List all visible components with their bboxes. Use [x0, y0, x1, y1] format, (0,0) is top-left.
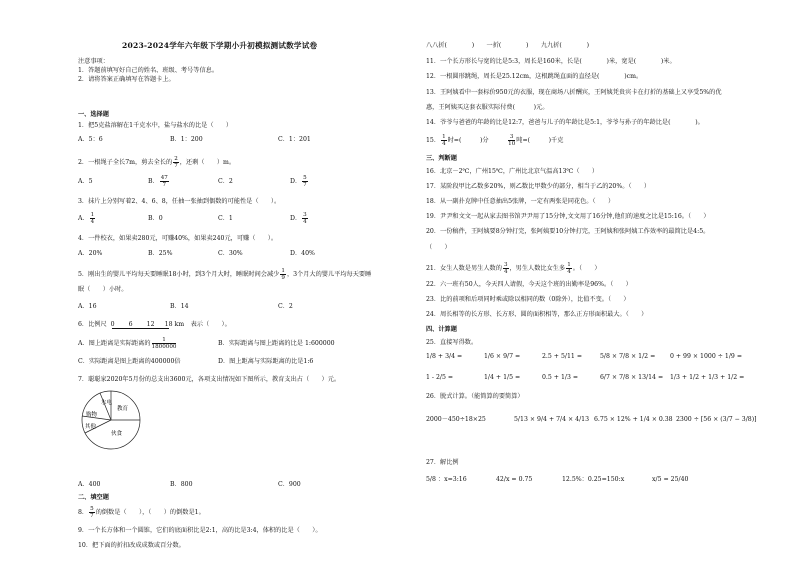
question-text: 。（ ）: [572, 265, 601, 272]
option: A．20%: [78, 250, 103, 257]
numerator: 3: [509, 134, 514, 140]
question-25: 25．直接写得数。: [426, 339, 478, 346]
option: C．2: [218, 178, 233, 185]
option: C．1：201: [278, 136, 311, 143]
calc-item: 1 - 2/5 =: [426, 374, 454, 381]
section-heading: 三、判断题: [426, 155, 457, 162]
numerator: 1: [152, 337, 177, 344]
calc-item: 42/x = 0.75: [496, 476, 533, 483]
fraction: [441, 134, 447, 147]
pie-chart: [80, 389, 142, 451]
numerator: 1: [90, 212, 95, 218]
scale-tick-label: 6: [128, 321, 133, 328]
option: C．2: [278, 303, 293, 310]
section-heading: 四、计算题: [426, 326, 457, 333]
pie-label: 伙食: [111, 431, 123, 437]
question-6: [78, 321, 231, 329]
fraction: [302, 212, 308, 225]
option: B．实际距离与图上距离的比是 1:600000: [218, 340, 335, 347]
scale-bar: [109, 321, 189, 329]
fraction: [302, 175, 308, 188]
numerator: 3: [303, 212, 307, 218]
denominator: 10: [508, 141, 516, 147]
pie-label: 购物: [86, 412, 98, 418]
question-text: 2．一根绳子全长7m，剪去全长的: [78, 159, 173, 166]
pie-chart-svg: [80, 389, 142, 451]
section-heading: 一、选择题: [78, 111, 109, 118]
question-8: [78, 506, 205, 519]
scale-tick-label: 18 km: [164, 321, 185, 328]
option: D．40%: [290, 250, 315, 257]
question-text: 6．比例尺: [78, 321, 107, 328]
denominator: 7: [303, 182, 307, 188]
question-12: 12．一根圆形跳绳，周长是25.12cm，这根跳绳直面的直径是( )cm。: [426, 73, 643, 80]
calc-item: 0 + 99 × 1000 ÷ 1/9 =: [670, 353, 743, 360]
question-23: 23．比的前项和后项同时乘或除以相同的数（0除外），比值不变。（ ）: [426, 296, 630, 303]
calc-item: 1/6 × 9/7 =: [484, 353, 521, 360]
denominator: 7: [174, 163, 178, 169]
numerator: 1: [281, 268, 285, 274]
numerator: 1: [567, 262, 571, 268]
question-20-cont: （ ）: [426, 244, 451, 251]
option: [78, 337, 177, 350]
calc-item: 2.5 + 5/11 =: [542, 353, 583, 360]
exam-title: 2023-2024学年六年级下学期小升初模拟测试数学试卷: [122, 41, 318, 50]
option: A．5：6: [78, 136, 103, 143]
calc-item: 5/8 ：x=3:16: [426, 476, 467, 483]
question-text: 表示（ ）。: [190, 321, 231, 328]
numerator: 1: [442, 134, 446, 140]
pie-label: 其他: [85, 424, 97, 430]
numerator: 5: [303, 175, 307, 181]
fraction: [152, 337, 177, 350]
calc-item: 2000－450÷18×25: [426, 416, 486, 423]
option: C．900: [278, 481, 301, 488]
question-5: [78, 268, 371, 281]
question-2: [78, 156, 235, 169]
scale-tick-label: 12: [146, 321, 155, 328]
fraction: [280, 268, 286, 281]
calc-item: x/5 = 25/40: [652, 476, 689, 483]
question-11: 11．一个长方形长与宽的比是5:3，周长是160米，长是( )米，宽是( )米。: [426, 58, 676, 65]
notice-item: 1．答题前填写好自己的姓名、班级、考号等信息。: [78, 67, 219, 74]
pie-label: 水电: [101, 400, 113, 406]
question-26: 26．脱式计算。（能简算的要简算）: [426, 393, 524, 400]
question-13: 13．王阿姨看中一套标价950元的衣服，现在商场八折酬宾，王阿姨凭贵宾卡在打折的基础上又享受5%的优: [426, 89, 722, 96]
calc-item: 6.75 × 12% + 1/4 × 0.38: [594, 416, 673, 423]
question-22: 22．六一班有50人，今天四人请假，今天这个班的出勤率是96%。（ ）: [426, 281, 632, 288]
question-text: 21．女生人数是男生人数的: [426, 265, 502, 272]
question-text: ，3个月大的婴儿平均每天要睡: [286, 271, 372, 278]
option: D．图上距离与实际距离的比是1:6: [218, 358, 314, 365]
question-13-cont: 惠，王阿姨买这套衣服实际付费( )元。: [426, 104, 549, 111]
option: C．1: [218, 215, 233, 222]
question-14: 14．爷爷与爸爸的年龄的比是12:7，爸爸与儿子的年龄比是5:1，爷爷与孙子的年龄比是( )。: [426, 119, 704, 126]
question-4: 4．一件校衣，如果卖280元，可赚40%，如果卖240元，可赚（ ）。: [78, 235, 278, 242]
calc-item: 0.5 + 1/3 =: [542, 374, 579, 381]
option: [148, 175, 170, 188]
question-9: 9．一个长方体和一个圆锥，它们的底面积比是2:1，高的比是3:4，体积的比是（ ）。: [78, 527, 322, 534]
denominator: 4: [567, 269, 571, 275]
option-label: A．图上距离是实际距离的: [78, 340, 151, 347]
question-text: 吨=( )千克: [516, 137, 564, 144]
question-27: 27．解比例: [426, 459, 459, 466]
scale-tick-label: 0: [110, 321, 115, 328]
option: C．实际距离是图上距离的400000倍: [78, 358, 181, 365]
section-heading: 二、填空题: [78, 494, 109, 501]
denominator: 4: [90, 219, 95, 225]
option: A．400: [78, 481, 101, 488]
option: A．5: [78, 178, 93, 185]
denominator: 9: [281, 275, 285, 281]
option: [290, 175, 309, 188]
denominator: 4: [503, 269, 508, 275]
question-20: 20．一份稿件，王阿姨要8分钟打完，张阿姨要10分钟打完，王阿姨和张阿姨工作效率的最简比是4:5。: [426, 228, 710, 235]
question-17: 17．某阶段甲比乙数多20%，则乙数比甲数少的部分，相当于乙的20%。（ ）: [426, 183, 651, 190]
fraction: [503, 262, 509, 275]
calc-item: 5/13 × 9/4 + 7/4 × 4/13: [514, 416, 590, 423]
question-text: 15．: [426, 137, 441, 144]
question-19: 19．尹尹和文文一起从家去图书馆尹尹用了15分钟,文文用了16分钟,他们的速度之比是15:16。（ ）: [426, 213, 710, 220]
question-10-cont: 八八折( ) 一折( ) 九九折( ): [426, 42, 589, 49]
denominator: 4: [303, 219, 307, 225]
question-10: 10．把下面的折扣改成成数或百分数。: [78, 542, 185, 549]
question-text: 时=( )分: [447, 137, 508, 144]
notice-heading: 注意事项：: [78, 58, 109, 65]
option: [78, 212, 96, 225]
fraction: [566, 262, 572, 275]
option-label: D．: [290, 178, 302, 185]
calc-item: 5/8 × 7/8 × 1/2 =: [600, 353, 656, 360]
option: B．0: [148, 215, 163, 222]
question-text: 的倒数是（ ），（ ）的倒数是1。: [95, 509, 205, 516]
option: [290, 212, 309, 225]
fraction: [89, 506, 95, 519]
numerator: 5: [90, 506, 94, 512]
fraction: [160, 175, 169, 188]
option: B．14: [170, 303, 189, 310]
question-18: 18．从一副扑克牌中任意抽出5张牌，一定有两张是同花色。（ ）: [426, 198, 615, 205]
question-1: 1．把5克盐溶解在1千克水中，盐与盐水的比是（ ）: [78, 122, 233, 129]
pie-label: 教育: [117, 406, 129, 412]
calc-item: 6/7 × 7/8 × 13/14 =: [600, 374, 664, 381]
denominator: 7: [90, 513, 94, 519]
option: A．16: [78, 303, 97, 310]
calc-item: 2300 ÷ [56 × (3/7 − 3/8)]: [676, 416, 757, 423]
numerator: 2: [174, 156, 178, 162]
calc-item: 1/8 + 3/4 =: [426, 353, 463, 360]
calc-item: 1/4 + 1/5 =: [484, 374, 521, 381]
question-21: [426, 262, 601, 275]
question-7: 7．聪聪家2020年5月份的总支出3600元，各项支出情况如下图所示，教育支出占（ ）元。: [78, 376, 341, 383]
option: B．25%: [148, 250, 173, 257]
question-16: 16．北京－2℃，广州15℃，广州比北京气温高13℃（ ）: [426, 168, 599, 175]
calc-item: 1/3 + 1/2 + 1/3 + 1/2 =: [670, 374, 745, 381]
fraction: [508, 134, 515, 147]
denominator: 7: [162, 182, 167, 188]
option: B．1：200: [170, 136, 203, 143]
scale-line: [112, 328, 169, 329]
option-label: A．: [78, 215, 89, 222]
numerator: 47: [160, 175, 168, 181]
question-3: 3．抹片上分别写着2、4、6、8，任抽一张抽到偶数的可能性是（ ）。: [78, 198, 281, 205]
denominator: 1800000: [151, 344, 177, 350]
denominator: 4: [442, 141, 446, 147]
question-text: 5．刚出生的婴儿平均每天要睡眠18小时，到3个月大时，睡眠时间会减少: [78, 271, 280, 278]
option: C．30%: [218, 250, 243, 257]
fraction: [173, 156, 179, 169]
question-text: ，男生人数比女生多: [509, 265, 566, 272]
option: B．800: [170, 481, 193, 488]
question-text: 8．: [78, 509, 89, 516]
question-24: 24．周长相等的长方形、长方形、圆的面积相等，那么正方形面积最大。（ ）: [426, 311, 648, 318]
question-text: ，还剩（ ）m。: [179, 159, 236, 166]
question-15: [426, 134, 563, 147]
question-5-cont: 眠（ ）小时。: [78, 286, 128, 293]
option-label: B．: [148, 178, 159, 185]
option-label: D．: [290, 215, 302, 222]
calc-item: 12.5%：0.25=150:x: [562, 476, 625, 483]
fraction: [90, 212, 96, 225]
numerator: 3: [503, 262, 508, 268]
notice-item: 2．请将答案正确填写在答题卡上。: [78, 76, 175, 83]
